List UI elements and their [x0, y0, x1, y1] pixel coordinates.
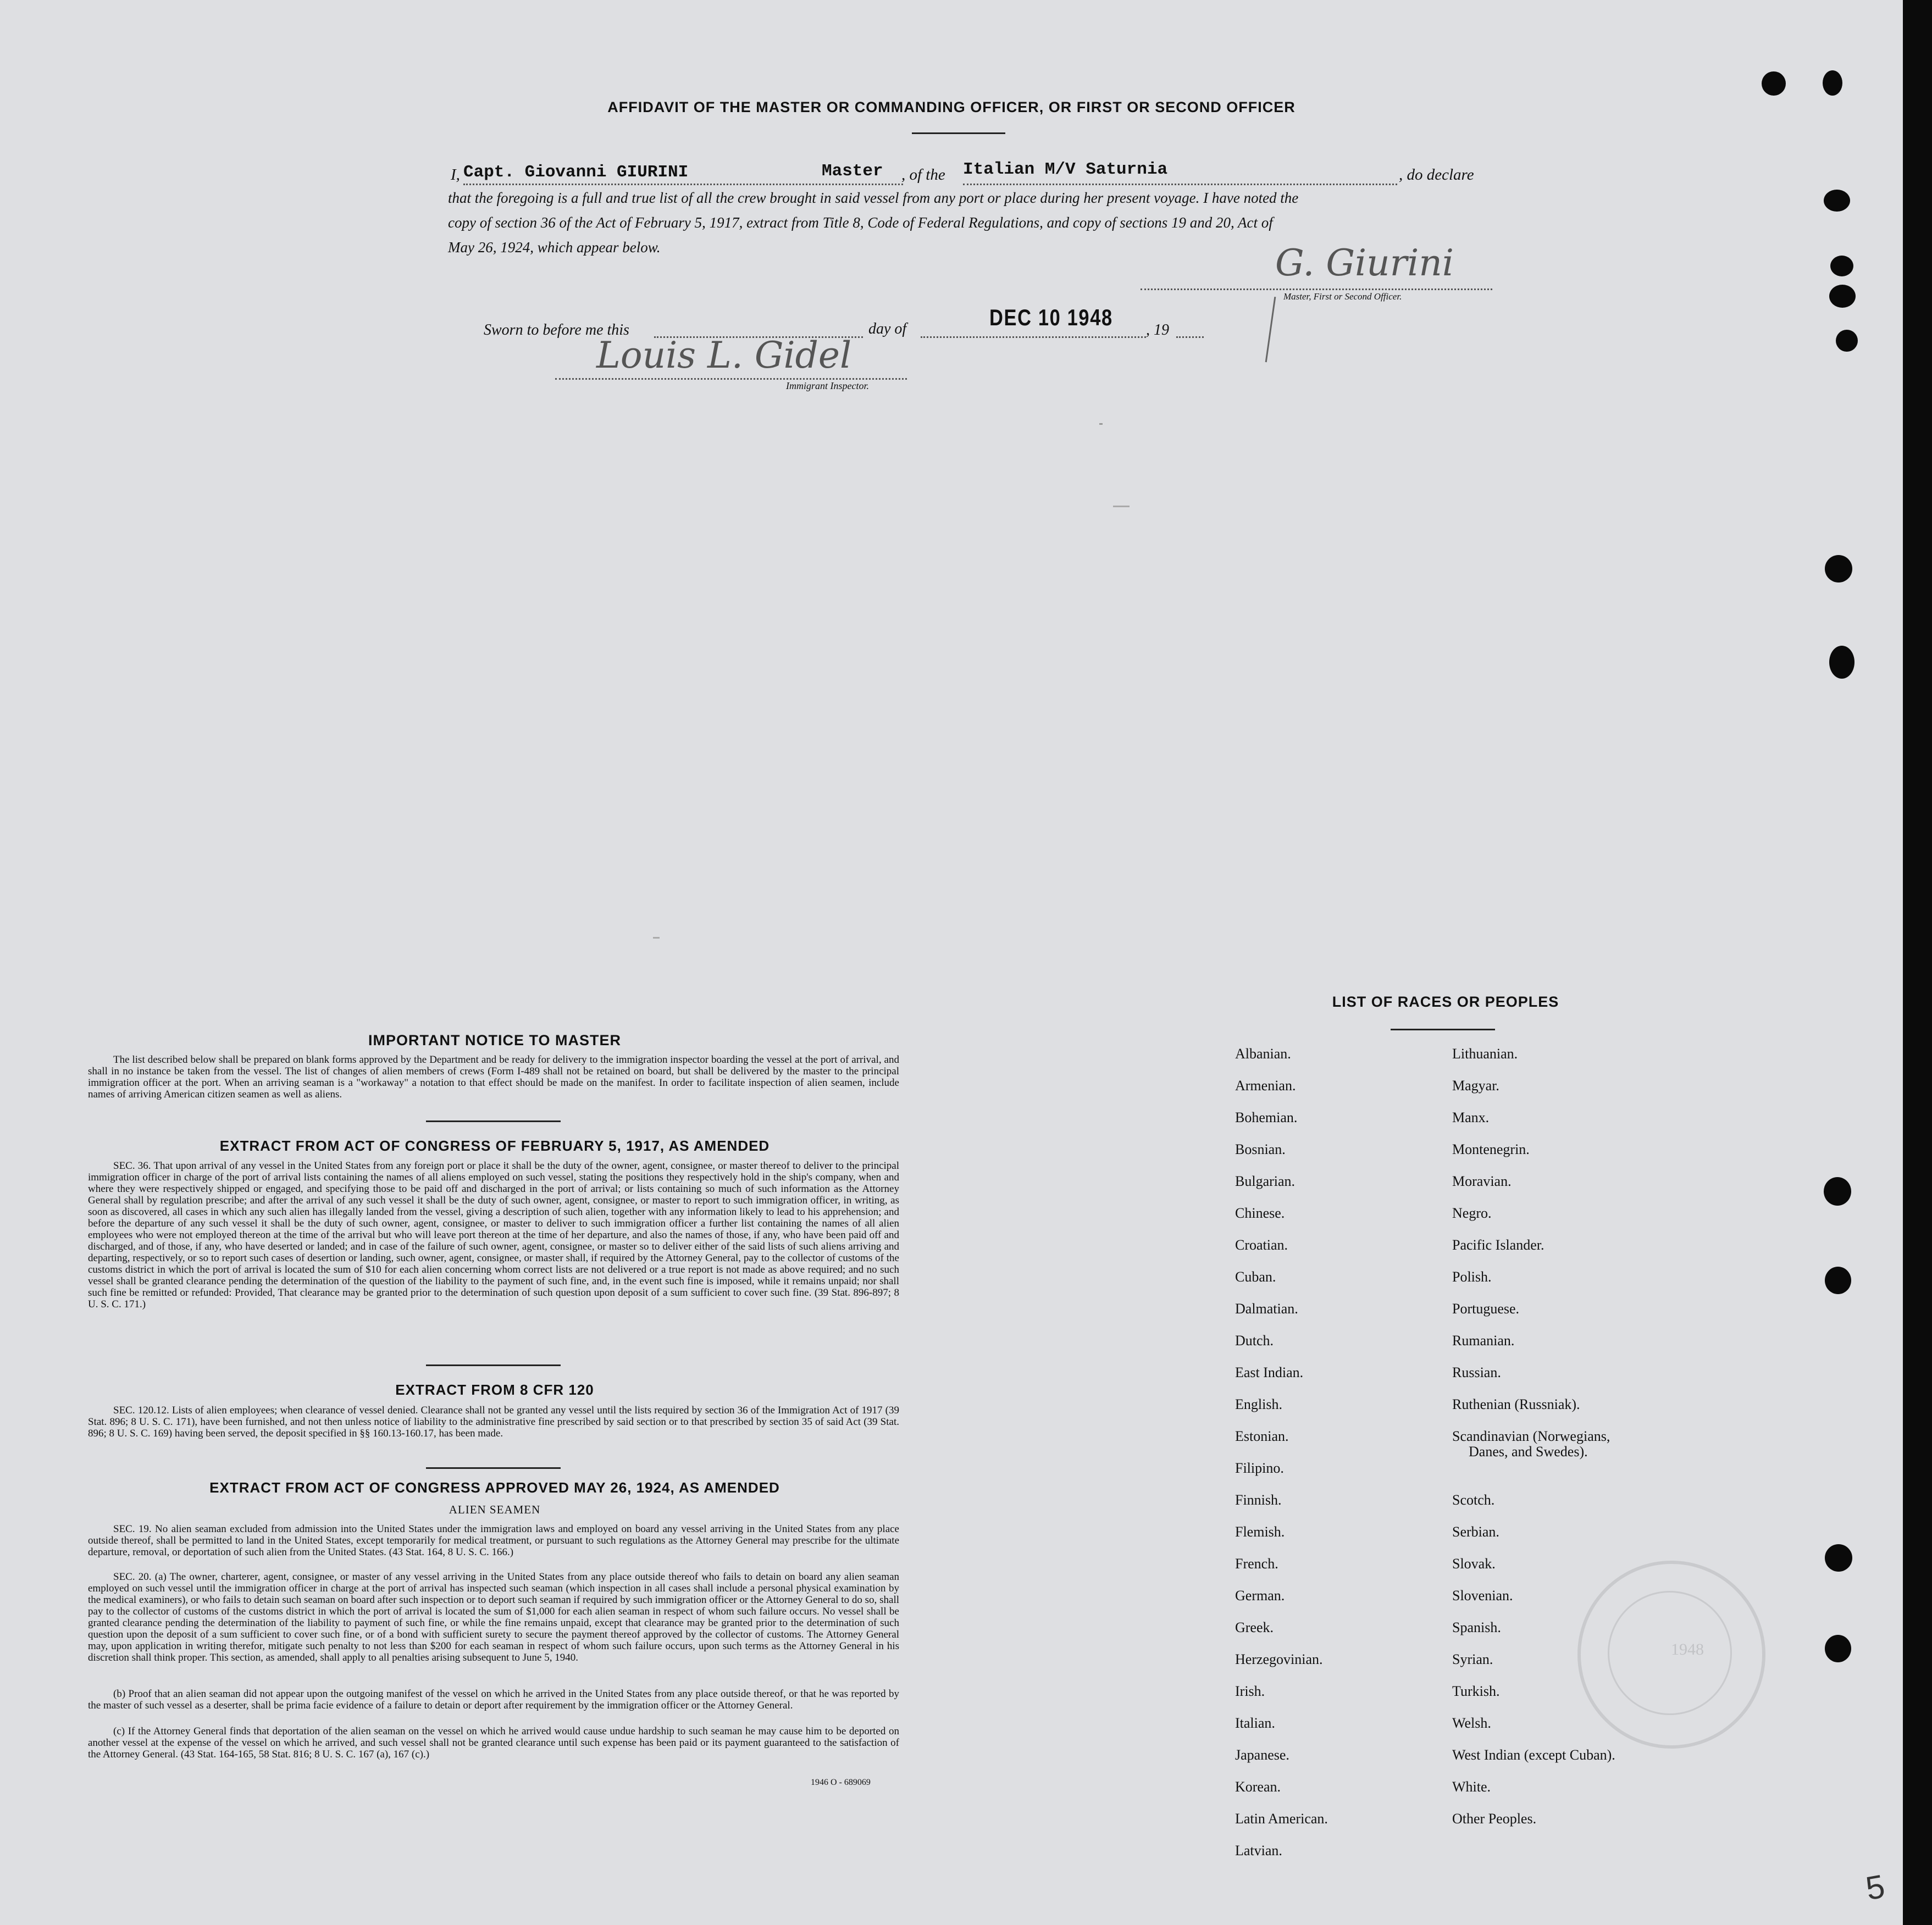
- day-of: day of: [868, 320, 907, 337]
- race-item: Slovak.: [1452, 1556, 1496, 1572]
- vessel-dotline: [963, 184, 1397, 185]
- binder-hole: [1836, 330, 1858, 352]
- binder-hole: [1829, 646, 1855, 679]
- race-item: Danes, and Swedes).: [1469, 1444, 1588, 1460]
- extract1924-sec20a: SEC. 20. (a) The owner, charterer, agent, consignee, or master of any vessel arriving in the United States from any place outside thereof who fails to detain on board any alien seaman employed on such vessel until the immigration officer in charge at the port of arrival has inspected such seaman (which inspection in all cases shall include a personal physical examination by the medical examiners), or who fails to detain such seaman on board after such inspection or to deport such seaman if required by such immigration officer or the Attorney General to do so, shall pay to the collector of customs of the customs district in which the port of arrival is located the sum of $1,000 for each alien seaman in respect of whom such failure occurs. No vessel shall be granted clearance pending the determination of the liability to payment of such fine, or while the fine remains unpaid, except that clearance may be granted prior to the determination of such question upon the deposit of a sum sufficient to cover such fine, or of a bond with sufficient surety to secure the payment thereof approved by the collector of customs. The Attorney General may, upon application in writing therefor, mitigate such penalty to not less than $200 for each seaman in respect of whom such failure occurs, upon such terms as the Attorney General in his discretion shall think proper. This section, as amended, shall apply to all penalties arising subsequent to June 5, 1940.: [88, 1571, 899, 1663]
- race-item: Chinese.: [1235, 1205, 1285, 1221]
- races-rule: [1391, 1029, 1495, 1030]
- race-item: French.: [1235, 1556, 1278, 1572]
- extract8cfr-rule: [426, 1467, 561, 1469]
- notice-rule: [426, 1120, 561, 1122]
- race-item: Montenegrin.: [1452, 1141, 1530, 1157]
- print-code: 1946 O - 689069: [811, 1778, 871, 1787]
- binder-hole: [1825, 1635, 1851, 1662]
- inspector-caption: Immigrant Inspector.: [786, 380, 869, 391]
- race-item: Syrian.: [1452, 1651, 1493, 1667]
- notice-text: The list described below shall be prepared on blank forms approved by the Department and be ready for delivery to the immigration inspector boarding the vessel at the port of arrival, and shall in no instance be taken from the vessel. The list of changes of alien members of crews (Form I-489 shall not be retained on board, but shall be delivered by the master to the principal immigration officer at the port. When an arriving seaman is a "workaway" a notation to that effect should be made on the manifest. In order to facilitate inspection of alien seamen, include names of arriving American citizen seamen as well as aliens.: [88, 1054, 899, 1100]
- binder-hole: [1824, 190, 1850, 212]
- master-caption: Master, First or Second Officer.: [1283, 291, 1402, 302]
- race-item: Italian.: [1235, 1715, 1275, 1731]
- race-item: Polish.: [1452, 1269, 1492, 1285]
- race-item: Cuban.: [1235, 1269, 1276, 1285]
- scan-edge: [1903, 0, 1932, 1925]
- binder-hole: [1825, 1267, 1851, 1294]
- form-tick-mark: [1113, 506, 1130, 507]
- stamp-year: 1948: [1671, 1640, 1704, 1658]
- extract1917-title: EXTRACT FROM ACT OF CONGRESS OF FEBRUARY 5, 1917, AS AMENDED: [219, 1138, 770, 1154]
- extract1924-sec19: SEC. 19. No alien seaman excluded from admission into the United States under the immigration laws and employed on board any vessel arriving in the United States from any place outside thereof, shall be permitted to land in the United States, except temporarily for medical treatment, or pursuant to such regulations as the Attorney General may prescribe for the ultimate departure, removal, or deportation of such alien from the United States. (43 Stat. 164, 8 U. S. C. 166.): [88, 1523, 899, 1558]
- race-item: Bosnian.: [1235, 1141, 1286, 1157]
- race-item: Albanian.: [1235, 1046, 1291, 1062]
- faint-stamp-inner: [1608, 1591, 1732, 1715]
- form-tick-mark: [653, 937, 660, 939]
- race-item: Rumanian.: [1452, 1333, 1515, 1349]
- race-item: Filipino.: [1235, 1460, 1284, 1476]
- master-sign-dotline: [1141, 289, 1492, 290]
- affidavit-title: AFFIDAVIT OF THE MASTER OR COMMANDING OFFICER, OR FIRST OR SECOND OFFICER: [607, 99, 1296, 115]
- race-item: Greek.: [1235, 1619, 1274, 1635]
- binder-hole: [1824, 1177, 1851, 1206]
- race-item: Negro.: [1452, 1205, 1492, 1221]
- master-name: Capt. Giovanni GIURINI: [463, 163, 689, 182]
- race-item: Serbian.: [1452, 1524, 1499, 1540]
- race-item: Flemish.: [1235, 1524, 1285, 1540]
- sworn-text: Sworn to before me this: [484, 321, 629, 339]
- affidavit-line3: copy of section 36 of the Act of February 5, 1917, extract from Title 8, Code of Federal Regulations, and copy of sections 19 and 20, Act of: [448, 214, 1273, 231]
- extract1924-title: EXTRACT FROM ACT OF CONGRESS APPROVED MAY 26, 1924, AS AMENDED: [209, 1479, 780, 1496]
- race-item: Lithuanian.: [1452, 1046, 1518, 1062]
- year-prefix: , 19: [1146, 321, 1169, 339]
- extract8cfr-title: EXTRACT FROM 8 CFR 120: [395, 1382, 594, 1398]
- race-item: Korean.: [1235, 1779, 1281, 1795]
- form-tick-mark: [1099, 423, 1103, 425]
- binder-hole: [1829, 285, 1856, 308]
- race-item: English.: [1235, 1396, 1282, 1412]
- race-item: Latvian.: [1235, 1843, 1282, 1859]
- inspector-signature: Louis L. Gidel: [596, 334, 852, 376]
- extract1924-sec20b: (b) Proof that an alien seaman did not appear upon the outgoing manifest of the vessel on which he arrived in the United States from any place outside thereof, or that he was reported by the master of such vessel as a deserter, shall be prima facie evidence of a failure to detain or deport after requirement by the immigration officer or the Attorney General.: [88, 1688, 899, 1711]
- affidavit-line2: that the foregoing is a full and true list of all the crew brought in said vessel from any port or place during her present voyage. I have noted the: [448, 190, 1299, 206]
- signature-stroke: [1265, 297, 1280, 363]
- vessel-name: Italian M/V Saturnia: [963, 160, 1168, 179]
- race-item: Finnish.: [1235, 1492, 1282, 1508]
- race-item: Bohemian.: [1235, 1109, 1298, 1125]
- race-item: Spanish.: [1452, 1619, 1501, 1635]
- race-item: Manx.: [1452, 1109, 1490, 1125]
- date-stamp: DEC 10 1948: [989, 304, 1113, 330]
- race-item: Moravian.: [1452, 1173, 1512, 1189]
- race-item: Bulgarian.: [1235, 1173, 1296, 1189]
- race-item: Estonian.: [1235, 1428, 1289, 1444]
- affidavit-line4: May 26, 1924, which appear below.: [448, 239, 661, 256]
- race-item: Portuguese.: [1452, 1301, 1520, 1317]
- races-title: LIST OF RACES OR PEOPLES: [1332, 994, 1559, 1010]
- race-item: White.: [1452, 1779, 1491, 1795]
- race-item: Other Peoples.: [1452, 1811, 1537, 1827]
- race-item: Dalmatian.: [1235, 1301, 1298, 1317]
- race-item: Turkish.: [1452, 1683, 1500, 1699]
- race-item: Croatian.: [1235, 1237, 1288, 1253]
- year-dotline: [1176, 336, 1204, 338]
- race-item: Latin American.: [1235, 1811, 1328, 1827]
- of-the: , of the: [901, 166, 945, 184]
- race-item: Scotch.: [1452, 1492, 1495, 1508]
- race-item: Welsh.: [1452, 1715, 1491, 1731]
- master-signature: G. Giurini: [1275, 242, 1454, 284]
- race-item: Irish.: [1235, 1683, 1265, 1699]
- race-item: Ruthenian (Russniak).: [1452, 1396, 1580, 1412]
- binder-hole: [1762, 71, 1786, 96]
- master-rank: Master: [822, 162, 883, 181]
- race-item: Pacific Islander.: [1452, 1237, 1545, 1253]
- name-dotline: [463, 184, 903, 185]
- race-item: East Indian.: [1235, 1364, 1304, 1380]
- race-item: German.: [1235, 1588, 1285, 1604]
- race-item: Magyar.: [1452, 1078, 1499, 1094]
- binder-hole: [1825, 1544, 1852, 1572]
- race-item: Herzegovinian.: [1235, 1651, 1323, 1667]
- page-number: 5: [1863, 1867, 1887, 1907]
- affidavit-i: I,: [451, 166, 460, 184]
- binder-hole: [1825, 555, 1852, 583]
- extract1917-text: SEC. 36. That upon arrival of any vessel in the United States from any foreign port or place it shall be the duty of the owner, agent, consignee, or master thereof to deliver to the principal immigration officer in charge of the port of arrival lists containing the names of all aliens employed on such vessel, stating the positions they respectively hold in the ship's company, when and where they were respectively shipped or engaged, and specifying those to be paid off and discharged in the port of arrival; or lists containing so much of such information as the Attorney General shall by regulation prescribe; and after the arrival of any such vessel it shall be the duty of such owner, agent, consignee, or master to report to such immigration officer, in writing, as soon as discovered, all cases in which any such alien has illegally landed from the vessel, giving a description of such alien, together with any information likely to lead to his apprehension; and before the departure of any such vessel it shall be the duty of such owner, agent, consignee, or master to deliver to such immigration officer a further list containing the names of all alien employees who were not employed thereon at the time of the arrival but who will leave port thereon at the time of her departure, and also the names of those, if any, who have been paid off and discharged, and of those, if any, who have deserted or landed; and in case of the failure of such owner, agent, consignee, or master so to deliver either of the said lists of such aliens arriving and departing, respectively, or so to report such cases of desertion or landing, such owner, agent, consignee, or master shall, if required by the Attorney General, pay to the collector of customs of the customs district in which the port of arrival is located the sum of $10 for each alien concerning whom correct lists are not delivered or a true report is not made as above required; and no such vessel shall be granted clearance pending the determination of the question of the liability to the payment of such fine, and, in the event such fine is imposed, while it remains unpaid; nor shall such fine be remitted or refunded: Provided, That clearance may be granted prior to the determination of such question upon deposit of a sum sufficient to cover such fine. (39 Stat. 896-897; 8 U. S. C. 171.): [88, 1160, 899, 1310]
- binder-hole: [1830, 256, 1853, 276]
- race-item: West Indian (except Cuban).: [1452, 1747, 1615, 1763]
- race-item: Dutch.: [1235, 1333, 1274, 1349]
- extract1924-subtitle: ALIEN SEAMEN: [449, 1503, 541, 1516]
- race-item: Scandinavian (Norwegians,: [1452, 1428, 1610, 1444]
- extract1917-rule: [426, 1364, 561, 1366]
- extract8cfr-text: SEC. 120.12. Lists of alien employees; when clearance of vessel denied. Clearance shall not be granted any vessel until the lists required by section 36 of the Immigration Act of 1917 (39 Stat. 896; 8 U. S. C. 171), have been furnished, and not then unless notice of liability to the administrative fine prescribed by said section or to that prescribed by section 35 of said Act (39 Stat. 896; 8 U. S. C. 169) having been served, the deposit specified in §§ 160.13-160.17, has been made.: [88, 1405, 899, 1439]
- race-item: Armenian.: [1235, 1078, 1296, 1094]
- race-item: Russian.: [1452, 1364, 1501, 1380]
- title-rule: [912, 132, 1005, 134]
- notice-title: IMPORTANT NOTICE TO MASTER: [368, 1032, 621, 1049]
- binder-hole: [1823, 70, 1842, 96]
- do-declare: , do declare: [1399, 166, 1474, 184]
- month-dotline: [921, 336, 1146, 338]
- race-item: Japanese.: [1235, 1747, 1289, 1763]
- extract1924-sec20c: (c) If the Attorney General finds that deportation of the alien seaman on the vessel on which he arrived would cause undue hardship to such seaman he may cause him to be deported on another vessel at the expense of the vessel on which he arrived, and such vessel shall not be granted clearance until such expense has been paid or its payment guaranteed to the satisfaction of the Attorney General. (43 Stat. 164-165, 58 Stat. 816; 8 U. S. C. 167 (a), 167 (c).): [88, 1726, 899, 1760]
- race-item: Slovenian.: [1452, 1588, 1513, 1604]
- inspector-dotline: [555, 378, 907, 380]
